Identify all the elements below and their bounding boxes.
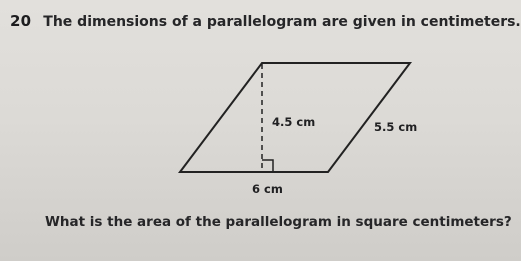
question-stem: The dimensions of a parallelogram are given in centimeters. bbox=[43, 14, 521, 30]
base-label: 6 cm bbox=[252, 182, 283, 196]
right-angle-marker bbox=[262, 160, 273, 172]
slant-side-label: 5.5 cm bbox=[374, 120, 418, 134]
question-number: 20 bbox=[10, 12, 32, 30]
question-prompt: What is the area of the parallelogram in square centimeters? bbox=[45, 214, 512, 230]
height-label: 4.5 cm bbox=[272, 115, 316, 129]
